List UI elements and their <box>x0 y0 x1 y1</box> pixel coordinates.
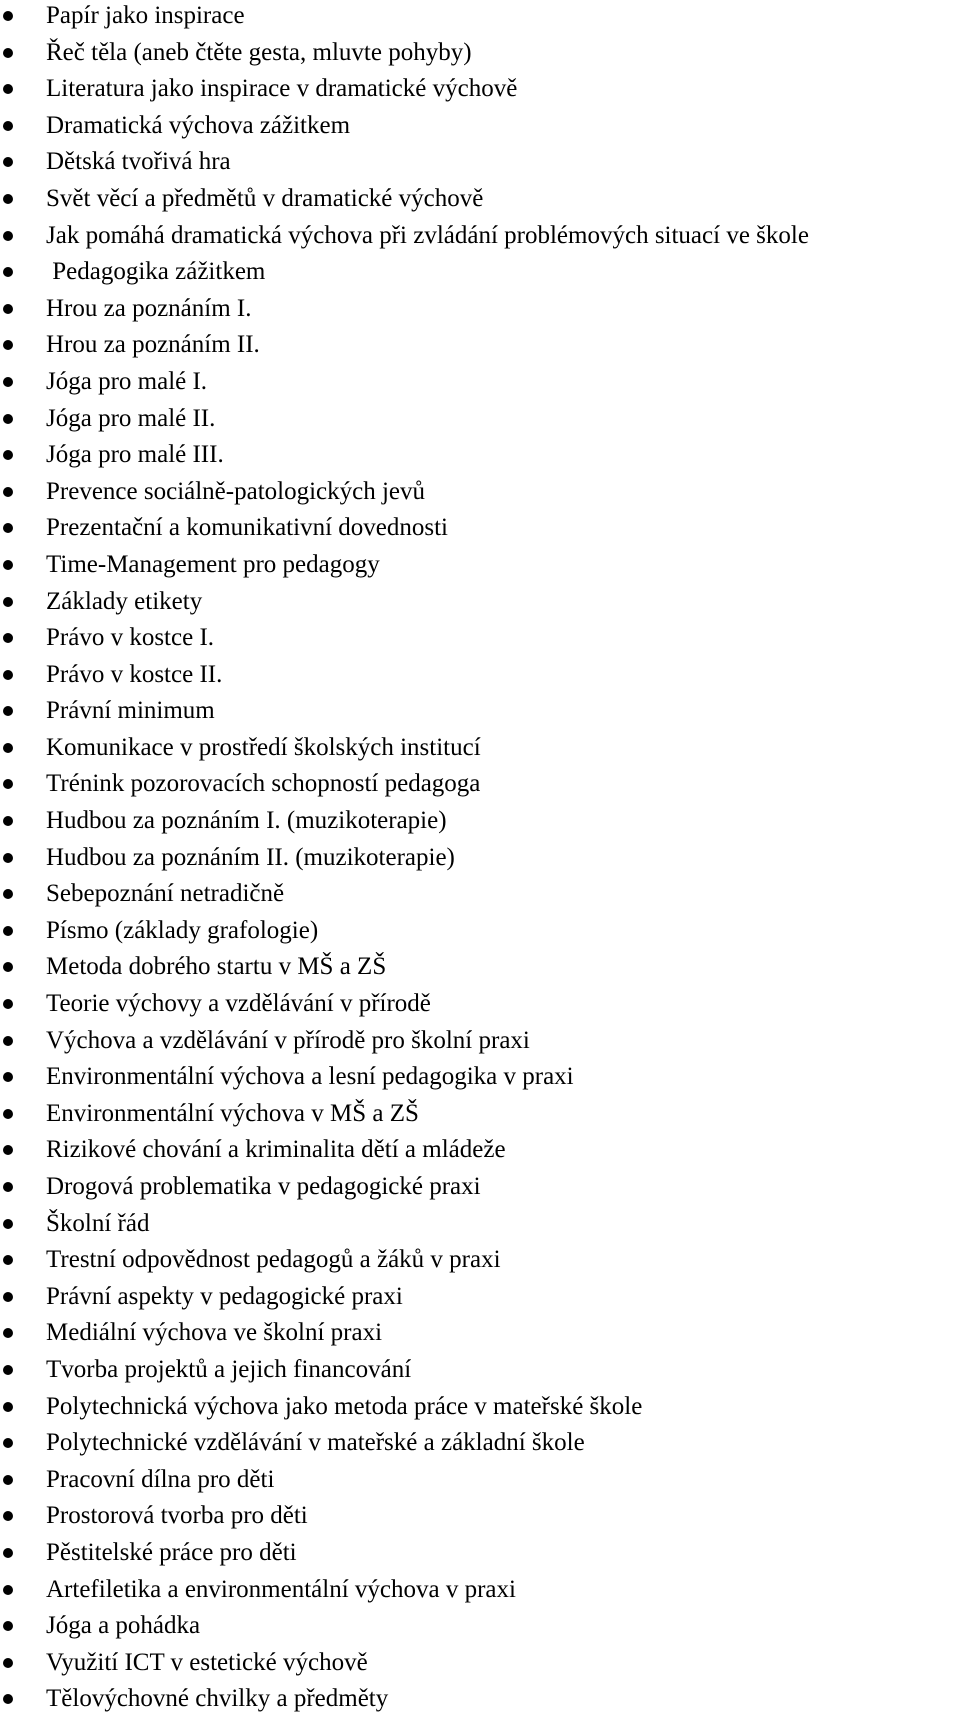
list-item <box>0 37 960 74</box>
list-item <box>0 1574 960 1611</box>
bullet-icon <box>3 597 13 607</box>
list-item-label: Polytechnická výchova jako metoda práce v mateřské škole <box>46 1392 643 1420</box>
list-item <box>0 1464 960 1501</box>
list-item-label: Hrou za poznáním I. <box>46 294 252 322</box>
list-item <box>0 110 960 147</box>
list-item-label: Prevence sociálně-patologických jevů <box>46 477 426 505</box>
bullet-icon <box>3 84 13 94</box>
list-item <box>0 659 960 696</box>
list-item <box>0 1317 960 1354</box>
list-item-label: Tělovýchovné chvilky a předměty <box>46 1685 389 1713</box>
list-item <box>0 1683 960 1720</box>
bullet-icon <box>3 1438 13 1448</box>
list-item <box>0 586 960 623</box>
bullet-icon <box>3 1585 13 1595</box>
list-item-label: Sebepoznání netradičně <box>46 880 285 908</box>
list-item <box>0 1537 960 1574</box>
list-item-label: Teorie výchovy a vzdělávání v přírodě <box>46 990 431 1018</box>
bullet-icon <box>3 194 13 204</box>
list-item <box>0 732 960 769</box>
bullet-icon <box>3 450 13 460</box>
list-item-label: Environmentální výchova v MŠ a ZŠ <box>46 1099 419 1127</box>
list-item <box>0 1025 960 1062</box>
bullet-icon <box>3 487 13 497</box>
bullet-icon <box>3 926 13 936</box>
list-item <box>0 73 960 110</box>
list-item-label: Dramatická výchova zážitkem <box>46 111 351 139</box>
list-item <box>0 512 960 549</box>
bullet-icon <box>3 523 13 533</box>
bullet-icon <box>3 706 13 716</box>
list-item <box>0 1171 960 1208</box>
list-item <box>0 146 960 183</box>
bullet-icon <box>3 1475 13 1485</box>
list-item-label: Právní minimum <box>46 697 215 725</box>
bullet-icon <box>3 1402 13 1412</box>
bullet-icon <box>3 1365 13 1375</box>
bullet-icon <box>3 1658 13 1668</box>
list-item-label: Polytechnické vzdělávání v mateřské a základní škole <box>46 1429 585 1457</box>
bullet-icon <box>3 1548 13 1558</box>
list-item-label: Artefiletika a environmentální výchova v praxi <box>46 1575 516 1603</box>
list-item-label: Prezentační a komunikativní dovednosti <box>46 514 448 542</box>
bullet-icon <box>3 1036 13 1046</box>
list-item-label: Mediální výchova ve školní praxi <box>46 1319 383 1347</box>
list-item <box>0 256 960 293</box>
bullet-icon <box>3 779 13 789</box>
bullet-icon <box>3 1109 13 1119</box>
bullet-icon <box>3 853 13 863</box>
list-item <box>0 439 960 476</box>
list-item <box>0 1391 960 1428</box>
list-item-label: Pracovní dílna pro děti <box>46 1465 275 1493</box>
list-item-label: Jóga pro malé II. <box>46 404 216 432</box>
list-item <box>0 915 960 952</box>
bullet-icon <box>3 340 13 350</box>
list-item-label: Písmo (základy grafologie) <box>46 916 319 944</box>
list-item-label: Svět věcí a předmětů v dramatické výchově <box>46 184 484 212</box>
list-item-label: Jóga pro malé III. <box>46 441 224 469</box>
bullet-icon <box>3 267 13 277</box>
list-item <box>0 476 960 513</box>
bullet-icon <box>3 11 13 21</box>
list-item <box>0 622 960 659</box>
list-item <box>0 768 960 805</box>
list-item-label: Hudbou za poznáním I. (muzikoterapie) <box>46 807 447 835</box>
list-item <box>0 951 960 988</box>
bullet-icon <box>3 1255 13 1265</box>
list-item-label: Environmentální výchova a lesní pedagogika v praxi <box>46 1063 574 1091</box>
list-item <box>0 329 960 366</box>
bullet-icon <box>3 121 13 131</box>
list-item <box>0 220 960 257</box>
list-item <box>0 403 960 440</box>
list-item <box>0 1061 960 1098</box>
bullet-icon <box>3 816 13 826</box>
bullet-icon <box>3 1145 13 1155</box>
list-item <box>0 1098 960 1135</box>
list-item <box>0 695 960 732</box>
list-item <box>0 878 960 915</box>
bullet-icon <box>3 1694 13 1704</box>
bullet-icon <box>3 1182 13 1192</box>
list-item <box>0 183 960 220</box>
list-item-label: Drogová problematika v pedagogické praxi <box>46 1173 481 1200</box>
list-item <box>0 1244 960 1281</box>
list-item-label: Řeč těla (aneb čtěte gesta, mluvte pohyby) <box>46 38 472 66</box>
list-item-label: Literatura jako inspirace v dramatické výchově <box>46 75 518 103</box>
list-item-label: Trénink pozorovacích schopností pedagoga <box>46 770 481 798</box>
list-item-label: Jóga pro malé I. <box>46 367 208 395</box>
bullet-icon <box>3 414 13 424</box>
list-item-label: Tvorba projektů a jejich financování <box>46 1355 412 1383</box>
list-item-label: Prostorová tvorba pro děti <box>46 1502 308 1530</box>
bullet-icon <box>3 670 13 680</box>
list-item <box>0 1208 960 1245</box>
list-item-label: Pedagogika zážitkem <box>46 258 266 286</box>
list-item-label: Komunikace v prostředí školských institucí <box>46 733 481 761</box>
list-item-label: Jak pomáhá dramatická výchova při zvládání problémových situací ve škole <box>46 221 809 249</box>
bullet-icon <box>3 1292 13 1302</box>
list-item-label: Hudbou za poznáním II. (muzikoterapie) <box>46 843 455 871</box>
bullet-icon <box>3 962 13 972</box>
list-item <box>0 988 960 1025</box>
list-item <box>0 1354 960 1391</box>
bullet-icon <box>3 1621 13 1631</box>
bullet-icon <box>3 1328 13 1338</box>
list-item-label: Právní aspekty v pedagogické praxi <box>46 1282 403 1310</box>
list-item-label: Papír jako inspirace <box>46 2 245 29</box>
list-item-label: Pěstitelské práce pro děti <box>46 1538 297 1566</box>
list-item <box>0 1610 960 1647</box>
list-item <box>0 0 960 37</box>
bullet-icon <box>3 633 13 643</box>
list-item-label: Právo v kostce I. <box>46 624 215 652</box>
bullet-icon <box>3 560 13 570</box>
list-item-label: Školní řád <box>46 1209 150 1237</box>
list-item-label: Využití ICT v estetické výchově <box>46 1648 368 1676</box>
list-item <box>0 1500 960 1537</box>
bullet-icon <box>3 889 13 899</box>
list-item-label: Základy etikety <box>46 587 203 615</box>
bullet-icon <box>3 999 13 1009</box>
bullet-icon <box>3 743 13 753</box>
bullet-icon <box>3 157 13 167</box>
list-item-label: Metoda dobrého startu v MŠ a ZŠ <box>46 953 387 981</box>
list-item <box>0 1281 960 1318</box>
bullet-icon <box>3 304 13 314</box>
bullet-icon <box>3 1072 13 1082</box>
list-item <box>0 293 960 330</box>
list-item-label: Time-Management pro pedagogy <box>46 550 380 578</box>
list-item <box>0 1647 960 1684</box>
bullet-icon <box>3 1511 13 1521</box>
list-item <box>0 805 960 842</box>
list-item-label: Rizikové chování a kriminalita dětí a mládeže <box>46 1136 506 1164</box>
list-item-label: Výchova a vzdělávání v přírodě pro školní praxi <box>46 1026 530 1054</box>
bullet-icon <box>3 1219 13 1229</box>
list-item <box>0 366 960 403</box>
list-item-label: Jóga a pohádka <box>46 1612 201 1640</box>
list-item <box>0 549 960 586</box>
list-item-label: Právo v kostce II. <box>46 660 223 688</box>
bullet-icon <box>3 377 13 387</box>
bullet-icon <box>3 48 13 58</box>
list-item-label: Hrou za poznáním II. <box>46 331 260 359</box>
list-item-label: Dětská tvořivá hra <box>46 148 231 176</box>
list-item <box>0 842 960 879</box>
bullet-icon <box>3 231 13 241</box>
list-item-label: Trestní odpovědnost pedagogů a žáků v praxi <box>46 1246 501 1274</box>
list-item <box>0 1427 960 1464</box>
list-item <box>0 1134 960 1171</box>
